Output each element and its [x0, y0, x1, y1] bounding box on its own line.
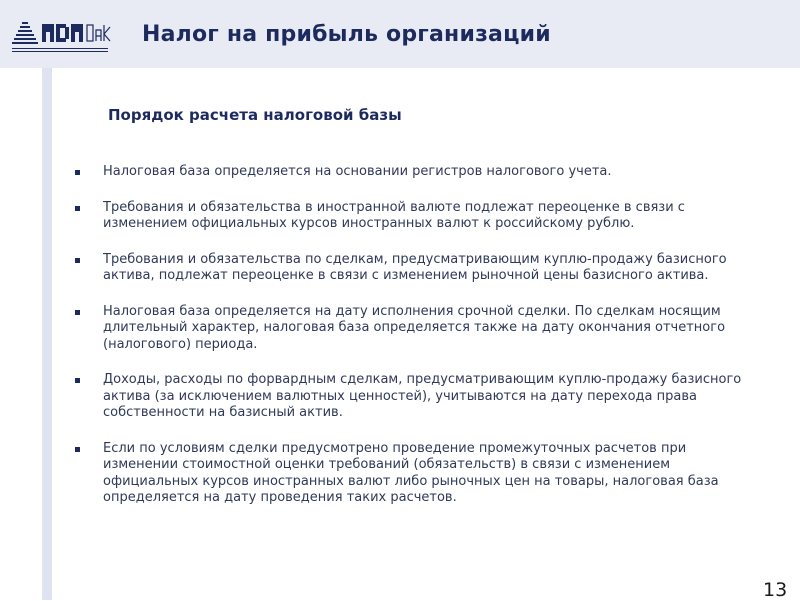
bullet-text: Требования и обязательства по сделкам, предусматривающим куплю-продажу базисного актива, подлежат переоценке в связи с изменением рыночной цены базисного актива. [103, 251, 727, 283]
square-bullet-icon [75, 206, 80, 211]
bullet-item [72, 441, 752, 507]
section-subtitle: Порядок расчета налоговой базы [108, 106, 402, 124]
square-bullet-icon [75, 258, 80, 263]
square-bullet-icon [75, 310, 80, 315]
bullet-text: Доходы, расходы по форвардным сделкам, предусматривающим куплю-продажу базисного актива (за исключением валютных ценностей), учитываются на дату перехода права собственности на базисный актив. [103, 372, 742, 420]
bullet-item [72, 164, 752, 181]
bullet-item [72, 304, 752, 354]
square-bullet-icon [75, 378, 80, 383]
square-bullet-icon [75, 170, 80, 175]
bullet-list [72, 164, 752, 526]
bullet-text: Если по условиям сделки предусмотрено проведение промежуточных расчетов при изменении стоимостной оценки требований (обязательств) в связи с изменением официальных курсов иностранных валют либо рыночных цен на товары, налоговая база определяется на дату проведения таких расчетов. [103, 440, 719, 505]
bullet-text: Налоговая база определяется на основании регистров налогового учета. [103, 164, 612, 179]
bullet-item [72, 372, 752, 422]
slide-page-number: 13 [763, 579, 788, 601]
bullet-item [72, 252, 752, 285]
slide-title: Налог на прибыль организаций [142, 22, 551, 47]
square-bullet-icon [75, 447, 80, 452]
slide-header [0, 0, 800, 68]
decorative-side-bar [42, 68, 52, 600]
bank-logo [8, 18, 112, 54]
bullet-text: Требования и обязательства в иностранной валюте подлежат переоценке в связи с изменением официальных курсов иностранных валют к российскому рублю. [103, 199, 685, 231]
bullet-text: Налоговая база определяется на дату исполнения срочной сделки. По сделкам носящим длительный характер, налоговая база определяется также на дату окончания отчетного (налогового) периода. [103, 303, 726, 352]
bullet-item [72, 200, 752, 233]
